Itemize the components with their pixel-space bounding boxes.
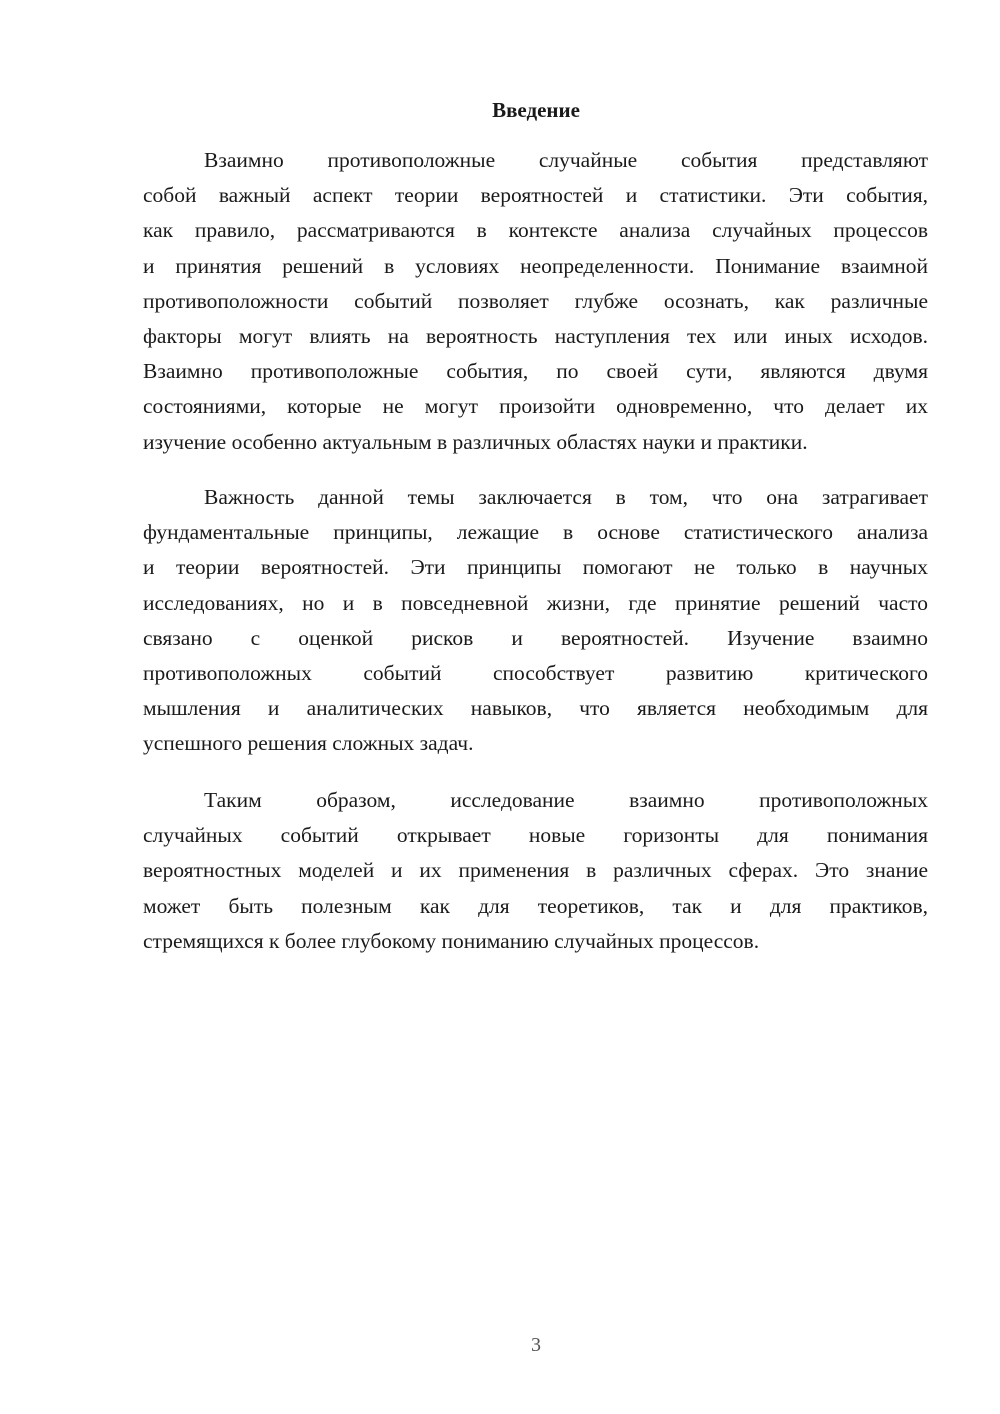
- text-line: исследованиях, но и в повседневной жизни, где принятие решений часто: [143, 590, 928, 615]
- text-line: как правило, рассматриваются в контексте анализа случайных процессов: [143, 218, 928, 243]
- text-line: стремящихся к более глубокому пониманию случайных процессов.: [143, 928, 760, 953]
- text-line: Таким образом, исследование взаимно противоположных: [204, 788, 928, 812]
- text-line: связано с оценкой рисков и вероятностей. Изучение взаимно: [143, 625, 928, 650]
- text-line: противоположных событий способствует развитию критического: [143, 660, 928, 685]
- text-line: собой важный аспект теории вероятностей и статистики. Эти события,: [143, 183, 928, 208]
- text-line: вероятностных моделей и их применения в различных сферах. Это знание: [143, 858, 928, 883]
- text-line: состояниями, которые не могут произойти одновременно, что делает их: [143, 394, 928, 419]
- section-title: Введение: [492, 98, 580, 122]
- text-line: мышления и аналитических навыков, что является необходимым для: [143, 696, 928, 721]
- text-line: и теории вероятностей. Эти принципы помогают не только в научных: [143, 555, 928, 580]
- text-line: и принятия решений в условиях неопределенности. Понимание взаимной: [143, 253, 928, 278]
- text-line: Взаимно противоположные случайные события представляют: [204, 148, 928, 172]
- text-line: случайных событий открывает новые горизонты для понимания: [143, 823, 928, 848]
- text-line: факторы могут влиять на вероятность наступления тех или иных исходов.: [143, 323, 928, 348]
- page-number: 3: [531, 1334, 541, 1356]
- text-line: может быть полезным как для теоретиков, так и для практиков,: [143, 893, 928, 918]
- text-line: Взаимно противоположные события, по своей сути, являются двумя: [143, 359, 928, 384]
- text-line: фундаментальные принципы, лежащие в основе статистического анализа: [143, 520, 928, 545]
- paragraph-1: [143, 143, 928, 460]
- text-line: успешного решения сложных задач.: [143, 731, 474, 756]
- text-line: Важность данной темы заключается в том, что она затрагивает: [204, 485, 928, 509]
- paragraph-2: [143, 480, 928, 762]
- paragraph-3: [143, 783, 928, 959]
- text-line: противоположности событий позволяет глубже осознать, как различные: [143, 288, 928, 313]
- text-line: изучение особенно актуальным в различных областях науки и практики.: [143, 429, 808, 454]
